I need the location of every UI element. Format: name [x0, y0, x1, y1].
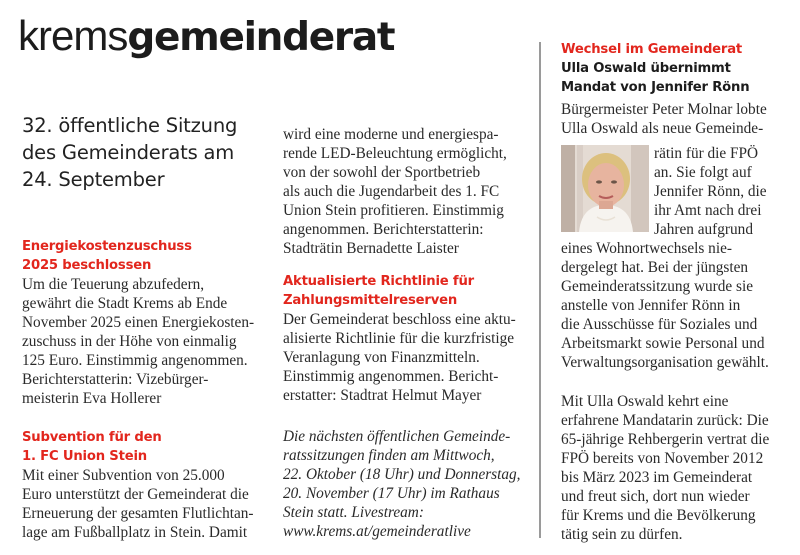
body-line: 125 Euro. Einstimmig angenommen.	[22, 352, 248, 369]
heading-line: Subvention für den	[22, 430, 162, 445]
body-line: 65-jährige Rehbergerin vertrat die	[561, 431, 770, 448]
body-line: von der sowohl der Sportbetrieb	[283, 164, 481, 181]
masthead-logo	[18, 14, 394, 60]
body-line: die Ausschüsse für Soziales und	[561, 316, 758, 333]
body-line: FPÖ bereits von November 2012	[561, 450, 764, 467]
heading-line: Zahlungsmittelreserven	[283, 293, 458, 308]
body-line: meisterin Eva Hollerer	[22, 390, 162, 407]
body-line: Ulla Oswald als neue Gemeinde-	[561, 120, 764, 137]
body-line: Erneuerung der gesamten Flutlichtan-	[22, 505, 254, 522]
column-divider	[539, 42, 541, 538]
body-line: 20. November (17 Uhr) im Rathaus	[283, 485, 500, 502]
portrait-image	[561, 145, 649, 232]
article-body-rest	[561, 239, 799, 372]
article-body	[561, 100, 797, 138]
page-title	[22, 112, 272, 193]
article-wechsel	[561, 40, 797, 138]
article-heading	[283, 272, 533, 310]
heading-line: Ulla Oswald übernimmt	[561, 61, 731, 76]
body-line: Mit Ulla Oswald kehrt eine	[561, 393, 729, 410]
title-line: 32. öffentliche Sitzung	[22, 114, 238, 137]
body-line: Arbeitsmarkt sowie Personal und	[561, 335, 765, 352]
article-richtlinie	[283, 272, 533, 405]
body-line: Jennifer Rönn, die	[654, 183, 767, 200]
body-line: Verwaltungsorganisation gewählt.	[561, 354, 769, 371]
body-line: rende LED-Beleuchtung ermöglicht,	[283, 145, 507, 162]
title-line: 24. September	[22, 168, 165, 191]
body-line: bis März 2023 im Gemeinderat	[561, 469, 753, 486]
body-line: Einstimmig angenommen. Bericht-	[283, 368, 499, 385]
heading-line: 1. FC Union Stein	[22, 449, 147, 464]
body-line: für Krems und die Bevölkerung	[561, 507, 756, 524]
body-line: wird eine moderne und energiespa-	[283, 126, 499, 143]
body-line: angenommen. Berichterstatterin:	[283, 221, 484, 238]
masthead-bold: gemeinderat	[127, 15, 395, 60]
body-line: Veranlagung von Finanzmitteln.	[283, 349, 480, 366]
article-body	[22, 275, 272, 408]
body-line: zuschuss in der Höhe von einmalig	[22, 333, 237, 350]
body-line: alisierte Richtlinie für die kurzfristige	[283, 330, 515, 347]
heading-line: 2025 beschlossen	[22, 258, 152, 273]
article-heading	[22, 237, 272, 275]
article-body	[283, 310, 533, 405]
article-body	[22, 466, 272, 542]
body-line: dergelegt hat. Bei der jüngsten	[561, 259, 749, 276]
article-energie	[22, 237, 272, 408]
body-line: gewährt die Stadt Krems ab Ende	[22, 295, 228, 312]
title-line: des Gemeinderats am	[22, 141, 235, 164]
body-line: Union Stein profitieren. Einstimmig	[283, 202, 504, 219]
heading-line: Mandat von Jennifer Rönn	[561, 80, 750, 95]
body-line: als auch die Jugendarbeit des 1. FC	[283, 183, 500, 200]
next-sessions-note	[283, 427, 533, 541]
body-line: erstatter: Stadtrat Helmut Mayer	[283, 387, 482, 404]
body-line: Bürgermeister Peter Molnar lobte	[561, 101, 767, 118]
body-line: eines Wohnortwechsels nie-	[561, 240, 732, 257]
body-line: Der Gemeinderat beschloss eine aktu-	[283, 311, 516, 328]
article-heading	[22, 428, 272, 466]
body-line: Euro unterstützt der Gemeinderat die	[22, 486, 249, 503]
body-line: Stein statt. Livestream:	[283, 504, 424, 521]
body-line: Stadträtin Bernadette Laister	[283, 240, 459, 257]
body-line: erfahrene Mandatarin zurück: Die	[561, 412, 769, 429]
body-line: November 2025 einen Energiekosten-	[22, 314, 255, 331]
masthead-light: krems	[18, 12, 128, 59]
body-line: 22. Oktober (18 Uhr) und Donnerstag,	[283, 466, 521, 483]
body-line: ihr Amt nach drei	[654, 202, 762, 219]
heading-line: Energiekostenzuschuss	[22, 239, 192, 254]
body-line: anstelle von Jennifer Rönn in	[561, 297, 741, 314]
article-subvention-continued	[283, 125, 533, 258]
body-line: ratssitzungen finden am Mittwoch,	[283, 447, 495, 464]
body-line: Jahren aufgrund	[654, 221, 753, 238]
livestream-link[interactable]: www.krems.at/gemeinderatlive	[283, 523, 471, 540]
portrait-photo	[561, 145, 649, 232]
body-line: rätin für die FPÖ	[654, 145, 759, 162]
body-line: tätig sein zu dürfen.	[561, 526, 683, 543]
body-line: lage am Fußballplatz in Stein. Damit	[22, 524, 248, 541]
article-heading	[561, 59, 797, 97]
body-line: Die nächsten öffentlichen Gemeinde-	[283, 428, 511, 445]
article-kicker: Wechsel im Gemeinderat	[561, 42, 743, 57]
body-line: und freut sich, dort nun wieder	[561, 488, 750, 505]
article-body-wrap	[654, 144, 799, 239]
heading-line: Aktualisierte Richtlinie für	[283, 274, 474, 289]
article-subvention	[22, 428, 272, 542]
body-line: Berichterstatterin: Vizebürger-	[22, 371, 209, 388]
body-line: Gemeinderatssitzung wurde sie	[561, 278, 754, 295]
body-line: Um die Teuerung abzufedern,	[22, 276, 205, 293]
body-line: an. Sie folgt auf	[654, 164, 752, 181]
article-body-p2	[561, 392, 799, 544]
body-line: Mit einer Subvention von 25.000	[22, 467, 225, 484]
